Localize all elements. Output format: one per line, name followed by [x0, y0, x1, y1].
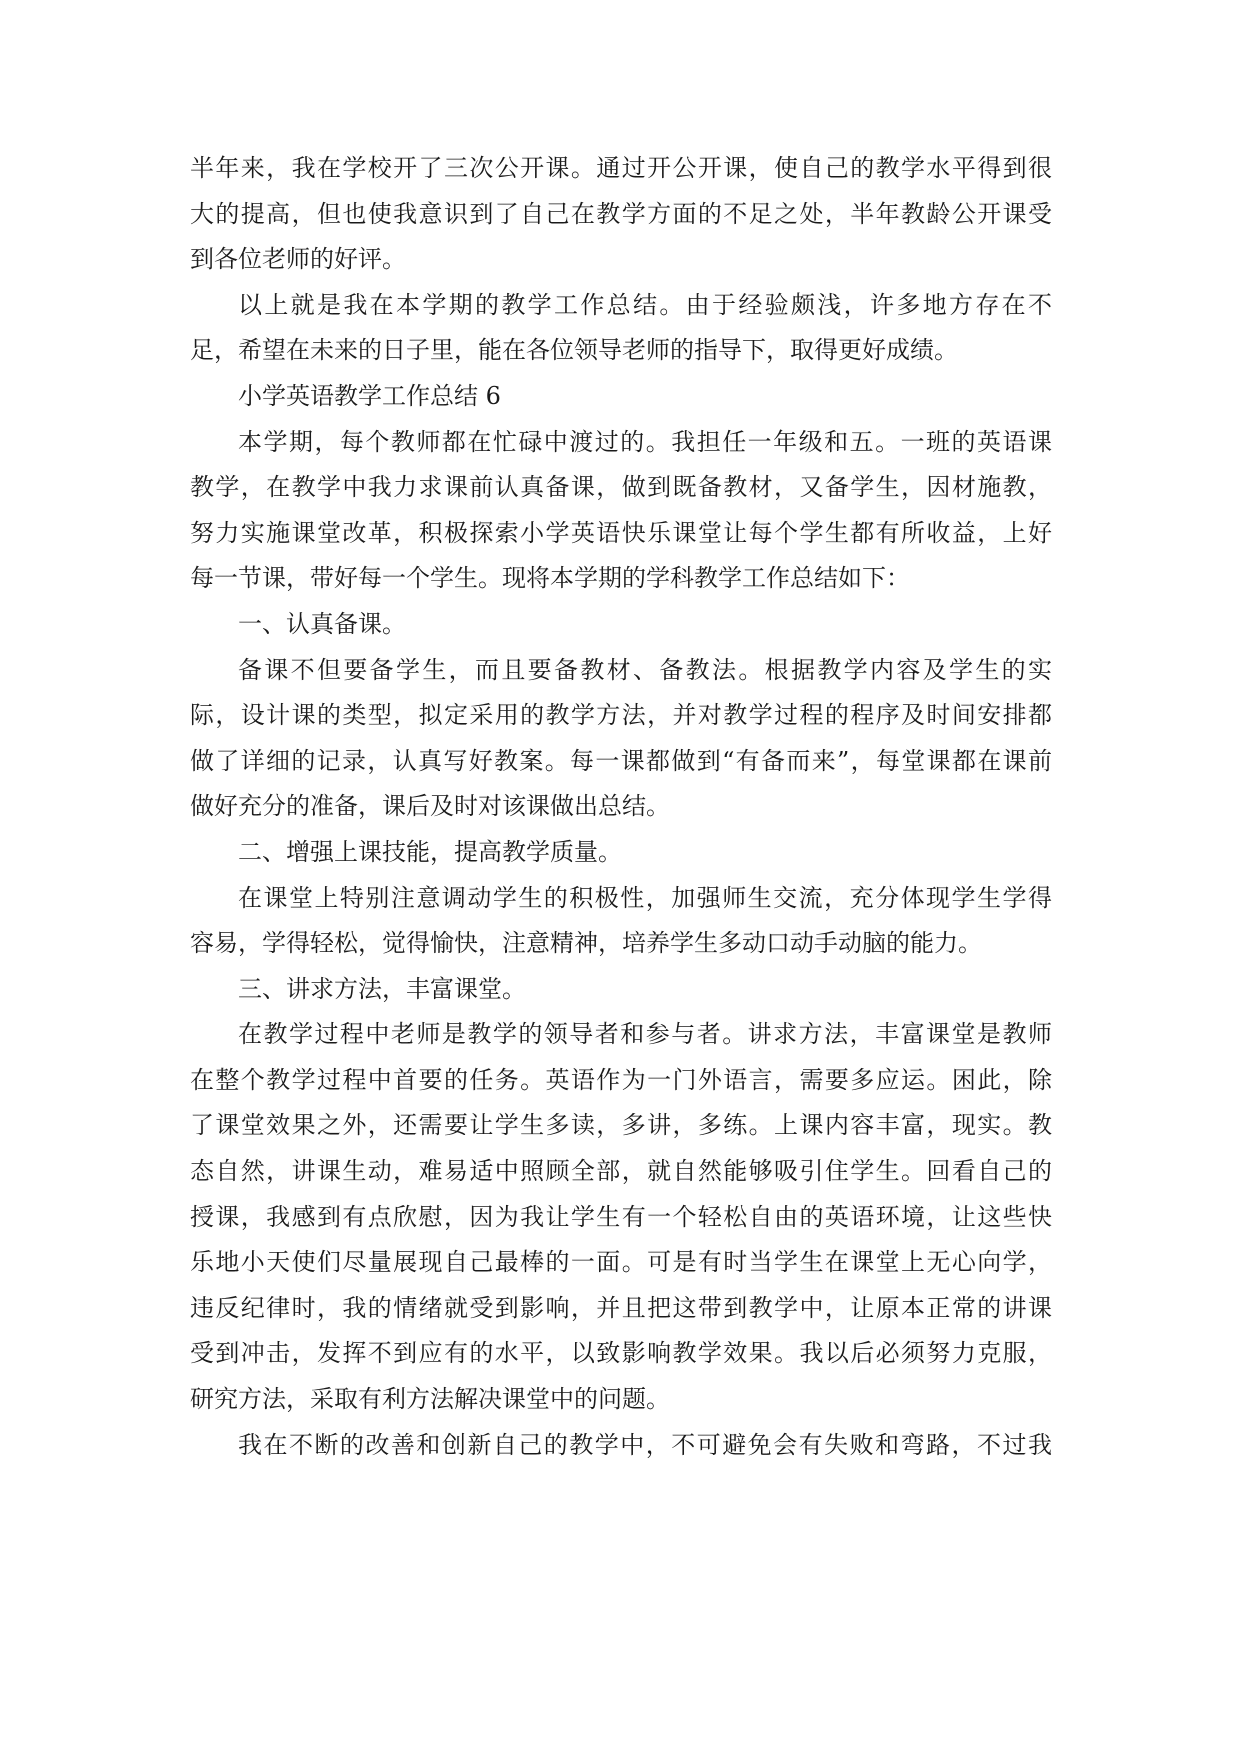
text-line: 在整个教学过程中首要的任务。英语作为一门外语言，需要多应运。困此，除 — [190, 1065, 1052, 1094]
text-line: 教学，在教学中我力求课前认真备课，做到既备教材，又备学生，因材施教， — [190, 473, 1052, 502]
text-line: 半年来，我在学校开了三次公开课。通过开公开课，使自己的教学水平得到很 — [190, 154, 1052, 182]
text-line: 一、认真备课。 — [238, 609, 406, 638]
text-line: 容易，学得轻松，觉得愉快，注意精神，培养学生多动口动手动脑的能力。 — [190, 929, 982, 958]
text-line: 际，设计课的类型，拟定采用的教学方法，并对教学过程的程序及时间安排都 — [190, 701, 1052, 730]
document-body — [190, 146, 1052, 1468]
text-line: 受到冲击，发挥不到应有的水平，以致影响教学效果。我以后必须努力克服， — [190, 1339, 1052, 1368]
text-line: 每一节课，带好每一个学生。现将本学期的学科教学工作总结如下： — [190, 564, 910, 593]
text-line: 以上就是我在本学期的教学工作总结。由于经验颇浅，许多地方存在不 — [238, 290, 1052, 319]
text-line: 努力实施课堂改革，积极探索小学英语快乐课堂让每个学生都有所收益，上好 — [190, 518, 1052, 547]
text-line: 二、增强上课技能，提高教学质量。 — [238, 837, 622, 866]
text-line: 在教学过程中老师是教学的领导者和参与者。讲求方法，丰富课堂是教师 — [238, 1020, 1052, 1049]
text-line: 到各位老师的好评。 — [190, 245, 406, 274]
text-line: 大的提高，但也使我意识到了自己在教学方面的不足之处，半年教龄公开课受 — [190, 199, 1052, 228]
text-line: 我在不断的改善和创新自己的教学中，不可避免会有失败和弯路，不过我 — [238, 1430, 1052, 1459]
text-line: 乐地小天使们尽量展现自己最棒的一面。可是有时当学生在课堂上无心向学， — [190, 1248, 1052, 1277]
text-line: 了课堂效果之外，还需要让学生多读，多讲，多练。上课内容丰富，现实。教 — [190, 1111, 1052, 1140]
text-line: 研究方法，采取有利方法解决课堂中的问题。 — [190, 1385, 670, 1414]
text-line: 授课，我感到有点欣慰，因为我让学生有一个轻松自由的英语环境，让这些快 — [190, 1202, 1052, 1231]
text-line: 本学期，每个教师都在忙碌中渡过的。我担任一年级和五。一班的英语课 — [238, 427, 1052, 456]
text-line: 做了详细的记录，认真写好教案。每一课都做到“有备而来”，每堂课都在课前 — [190, 746, 1052, 775]
text-line: 做好充分的准备，课后及时对该课做出总结。 — [190, 792, 670, 821]
text-line: 三、讲求方法，丰富课堂。 — [238, 974, 526, 1003]
text-line: 在课堂上特别注意调动学生的积极性，加强师生交流，充分体现学生学得 — [238, 883, 1052, 912]
text-line: 态自然，讲课生动，难易适中照顾全部，就自然能够吸引住学生。回看自己的 — [190, 1157, 1052, 1186]
text-line: 足，希望在未来的日子里，能在各位领导老师的指导下，取得更好成绩。 — [190, 336, 958, 365]
text-line: 小学英语教学工作总结 6 — [238, 381, 501, 410]
text-line: 违反纪律时，我的情绪就受到影响，并且把这带到教学中，让原本正常的讲课 — [190, 1293, 1052, 1322]
text-line: 备课不但要备学生，而且要备教材、备教法。根据教学内容及学生的实 — [238, 655, 1052, 684]
